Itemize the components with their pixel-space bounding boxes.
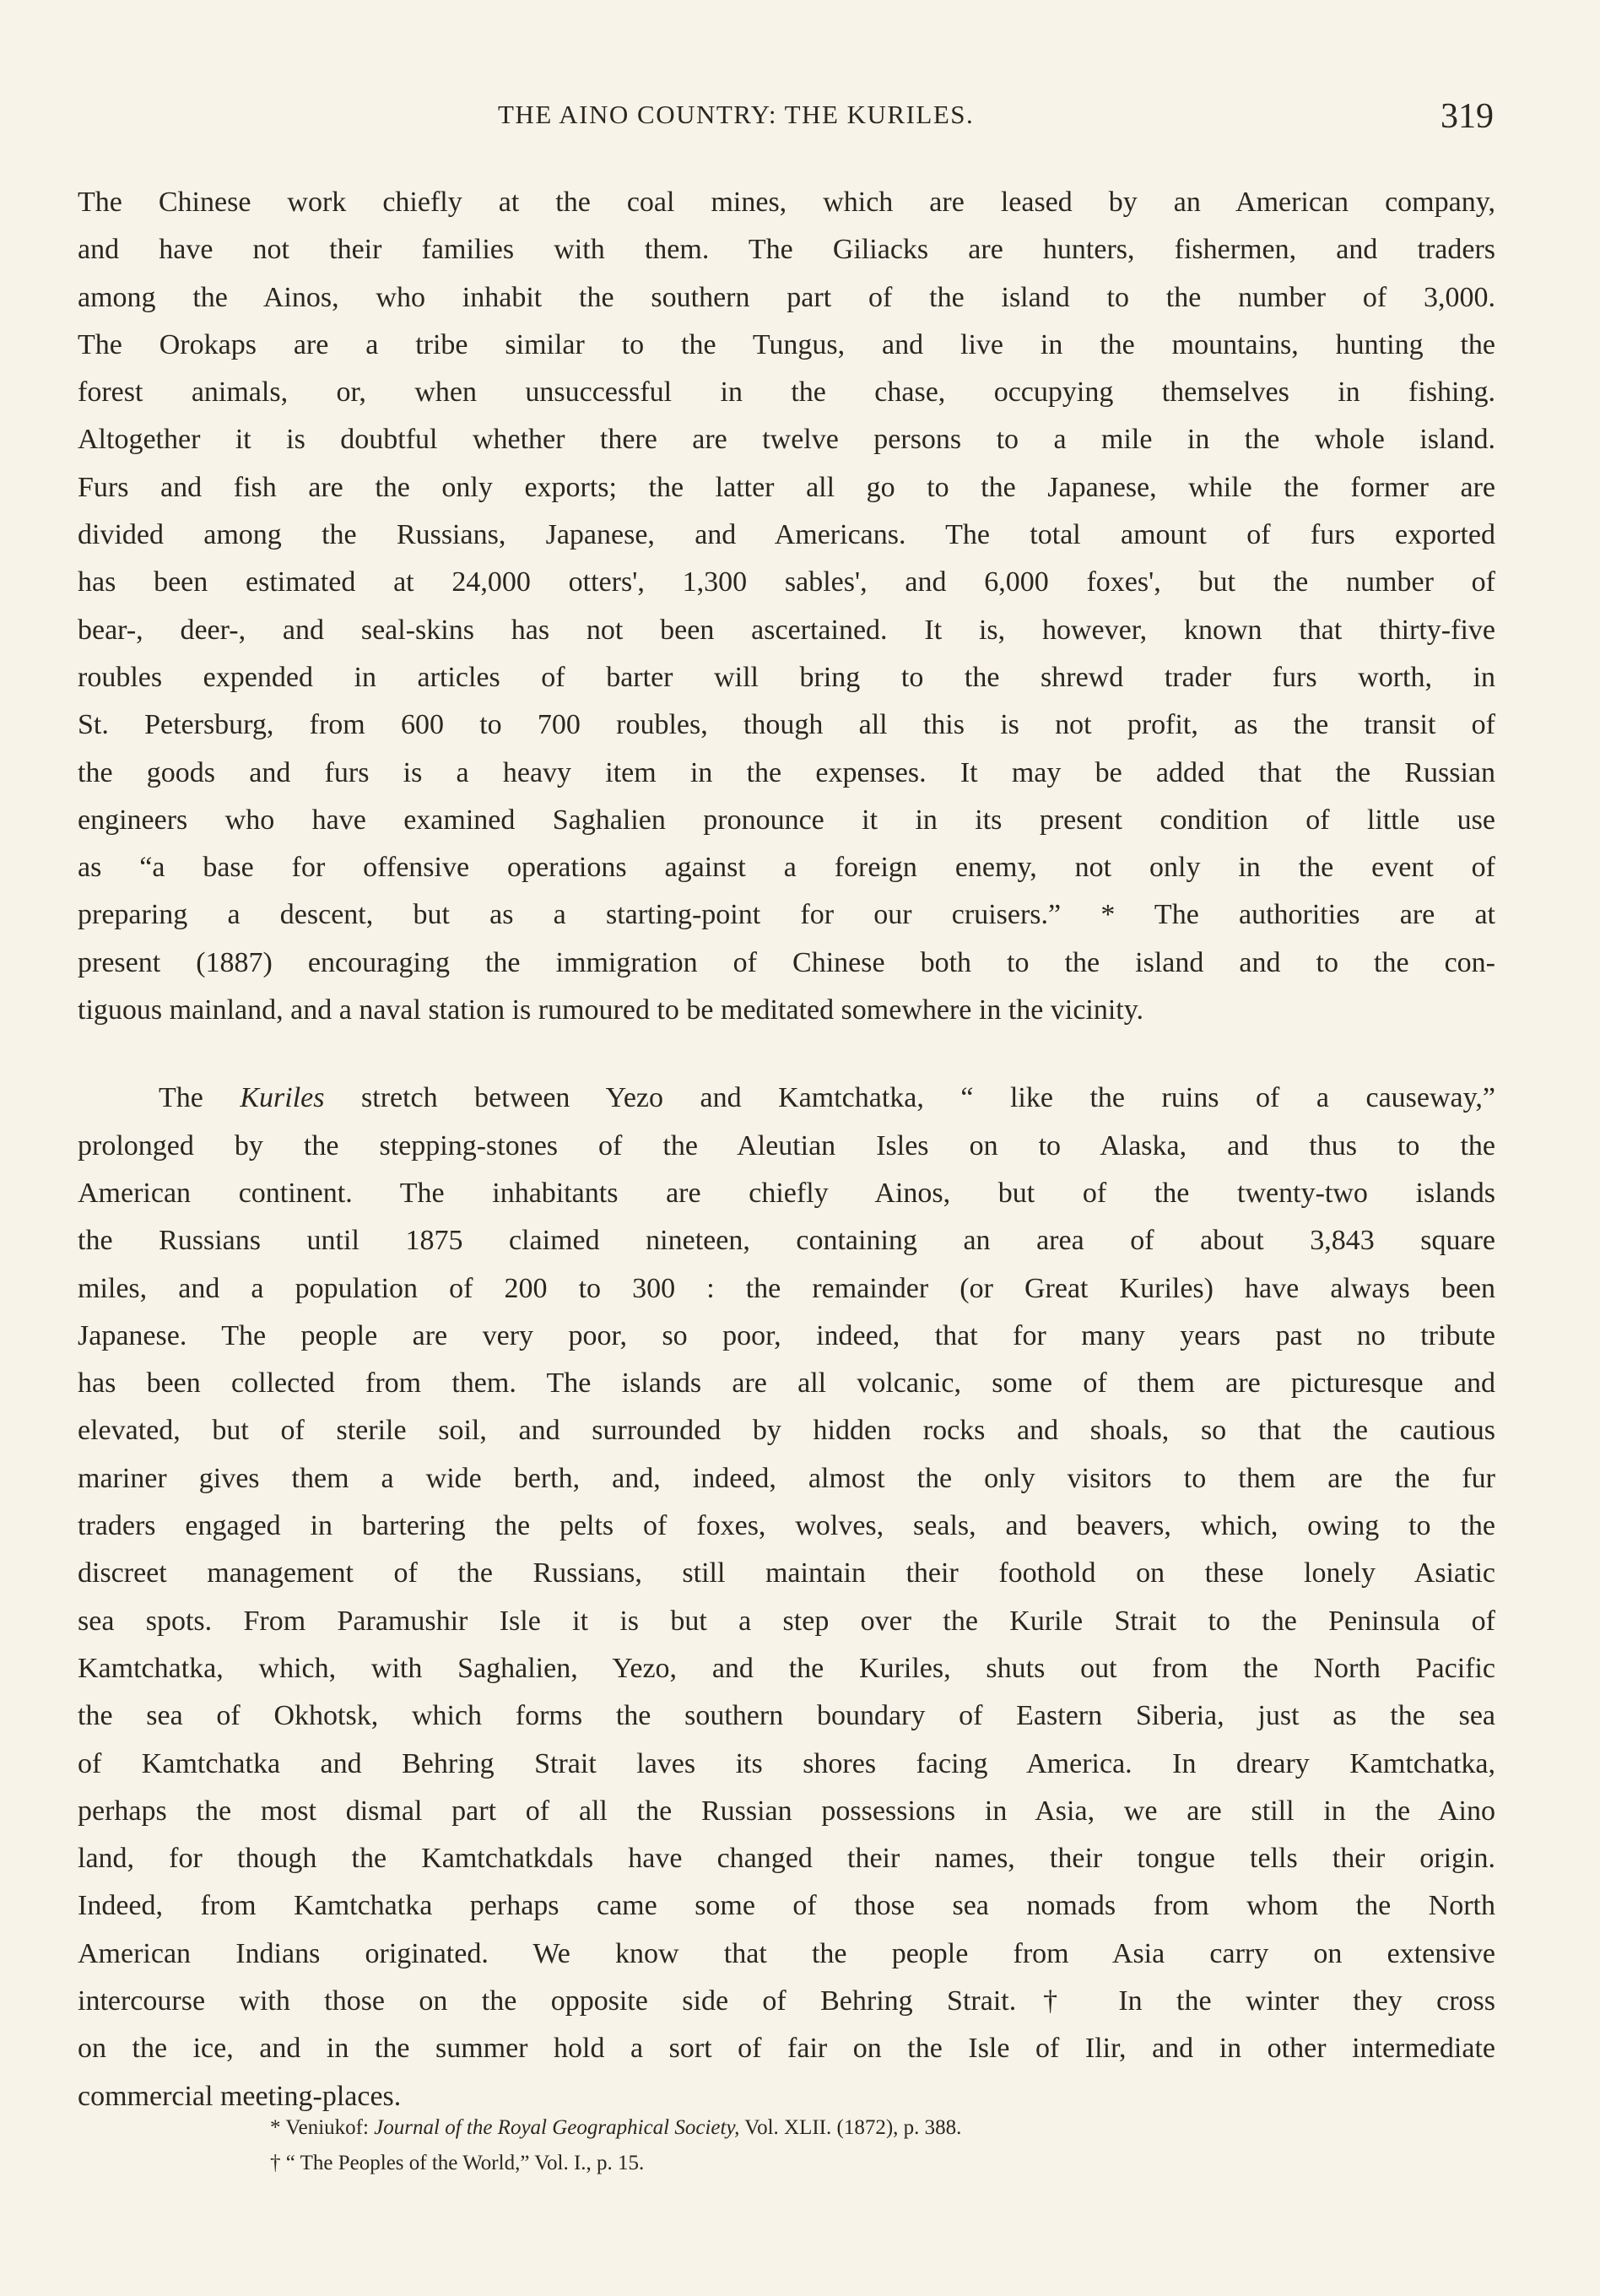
text-line: St. Petersburg, from 600 to 700 roubles, though all this is not profit, as the transit of [78, 709, 1495, 741]
text-line: engineers who have examined Saghalien pronounce it in its present condition of little use [78, 804, 1495, 836]
footnote-marker: * [270, 2116, 281, 2139]
paragraph-saghalien [78, 179, 1495, 1034]
text-line: Kamtchatka, which, with Saghalien, Yezo, and the Kuriles, shuts out from the North Pacific [78, 1652, 1495, 1684]
text-line: land, for though the Kamtchatkdals have changed their names, their tongue tells their origin. [78, 1843, 1495, 1875]
text-line: present (1887) encouraging the immigration of Chinese both to the island and to the con- [78, 946, 1495, 978]
text-line: American Indians originated. We know that the people from Asia carry on extensive [78, 1937, 1495, 1969]
footnote-1 [270, 2110, 1451, 2146]
paragraph-kuriles [78, 1075, 1495, 2120]
text-line: American continent. The inhabitants are chiefly Ainos, but of the twenty-two islands [78, 1177, 1495, 1209]
text-line: the sea of Okhotsk, which forms the southern boundary of Eastern Siberia, just as the sea [78, 1700, 1495, 1732]
text-line: sea spots. From Paramushir Isle it is but a step over the Kurile Strait to the Peninsula of [78, 1605, 1495, 1637]
text-line: traders engaged in bartering the pelts of foxes, wolves, seals, and beavers, which, owing to the [78, 1510, 1495, 1542]
footnote-text: “ The Peoples of the World,” Vol. I., p. 15. [285, 2152, 645, 2174]
text-line: elevated, but of sterile soil, and surrounded by hidden rocks and shoals, so that the cautious [78, 1415, 1495, 1447]
text-line: perhaps the most dismal part of all the Russian possessions in Asia, we are still in the Aino [78, 1795, 1495, 1827]
text-line: mariner gives them a wide berth, and, indeed, almost the only visitors to them are the fur [78, 1462, 1495, 1494]
text-line: Japanese. The people are very poor, so poor, indeed, that for many years past no tribute [78, 1319, 1495, 1351]
text-line: and have not their families with them. The Giliacks are hunters, fishermen, and traders [78, 234, 1495, 266]
text-line: the Russians until 1875 claimed nineteen, containing an area of about 3,843 square [78, 1225, 1495, 1257]
body-text [78, 179, 1495, 2120]
text-line: prolonged by the stepping-stones of the Aleutian Isles on to Alaska, and thus to the [78, 1129, 1495, 1162]
text-line: roubles expended in articles of barter will bring to the shrewd trader furs worth, in [78, 661, 1495, 693]
text-line: Altogether it is doubtful whether there are twelve persons to a mile in the whole island. [78, 424, 1495, 456]
text-line: The Chinese work chiefly at the coal mines, which are leased by an American company, [78, 187, 1495, 218]
text-line: commercial meeting-places. [78, 2080, 402, 2112]
running-title: THE AINO COUNTRY: THE KURILES. [498, 100, 975, 129]
footnote-source-title: Journal of the Royal Geographical Society, [374, 2116, 740, 2139]
footnote-reference: Vol. XLII. (1872), p. 388. [744, 2116, 962, 2139]
footnote-author: Veniukof: [285, 2116, 369, 2139]
text-line: bear-, deer-, and seal-skins has not been ascertained. It is, however, known that thirty-five [78, 614, 1495, 646]
line-prefix: The [159, 1082, 241, 1114]
text-line: of Kamtchatka and Behring Strait laves its shores facing America. In dreary Kamtchatka, [78, 1747, 1495, 1779]
text-line: has been collected from them. The islands are all volcanic, some of them are picturesque and [78, 1367, 1495, 1400]
text-line: on the ice, and in the summer hold a sort of fair on the Isle of Ilir, and in other intermediate [78, 2033, 1495, 2065]
footnote-marker: † [270, 2152, 281, 2174]
text-line: as “a base for offensive operations against a foreign enemy, not only in the event of [78, 852, 1495, 884]
text-line: forest animals, or, when unsuccessful in the chase, occupying themselves in fishing. [78, 376, 1495, 409]
text-line-first [78, 1075, 1495, 1122]
running-head [101, 97, 1494, 142]
text-line: Indeed, from Kamtchatka perhaps came some of those sea nomads from whom the North [78, 1890, 1495, 1922]
text-line: tiguous mainland, and a naval station is rumoured to be meditated somewhere in the vicinity. [78, 994, 1144, 1026]
italic-term: Kuriles [240, 1082, 325, 1114]
text-line: among the Ainos, who inhabit the southern part of the island to the number of 3,000. [78, 281, 1495, 313]
text-line: intercourse with those on the opposite side of Behring Strait.† In the winter they cross [78, 1985, 1495, 2017]
page-number: 319 [1441, 97, 1494, 136]
text-line: preparing a descent, but as a starting-point for our cruisers.” * The authorities are at [78, 899, 1495, 931]
text-line: discreet management of the Russians, still maintain their foothold on these lonely Asiatic [78, 1557, 1495, 1589]
footnote-2 [270, 2146, 1451, 2181]
text-line: divided among the Russians, Japanese, and Americans. The total amount of furs exported [78, 519, 1495, 551]
text-line: Furs and fish are the only exports; the latter all go to the Japanese, while the former are [78, 471, 1495, 503]
text-line: The Orokaps are a tribe similar to the Tungus, and live in the mountains, hunting the [78, 328, 1495, 360]
line-suffix: stretch between Yezo and Kamtchatka, “ like the ruins of a causeway,” [324, 1082, 1496, 1114]
footnotes [270, 2110, 1451, 2181]
text-line: has been estimated at 24,000 otters', 1,300 sables', and 6,000 foxes', but the number of [78, 566, 1495, 598]
text-line: the goods and furs is a heavy item in the expenses. It may be added that the Russian [78, 756, 1495, 788]
text-line: miles, and a population of 200 to 300 : the remainder (or Great Kuriles) have always been [78, 1272, 1495, 1304]
